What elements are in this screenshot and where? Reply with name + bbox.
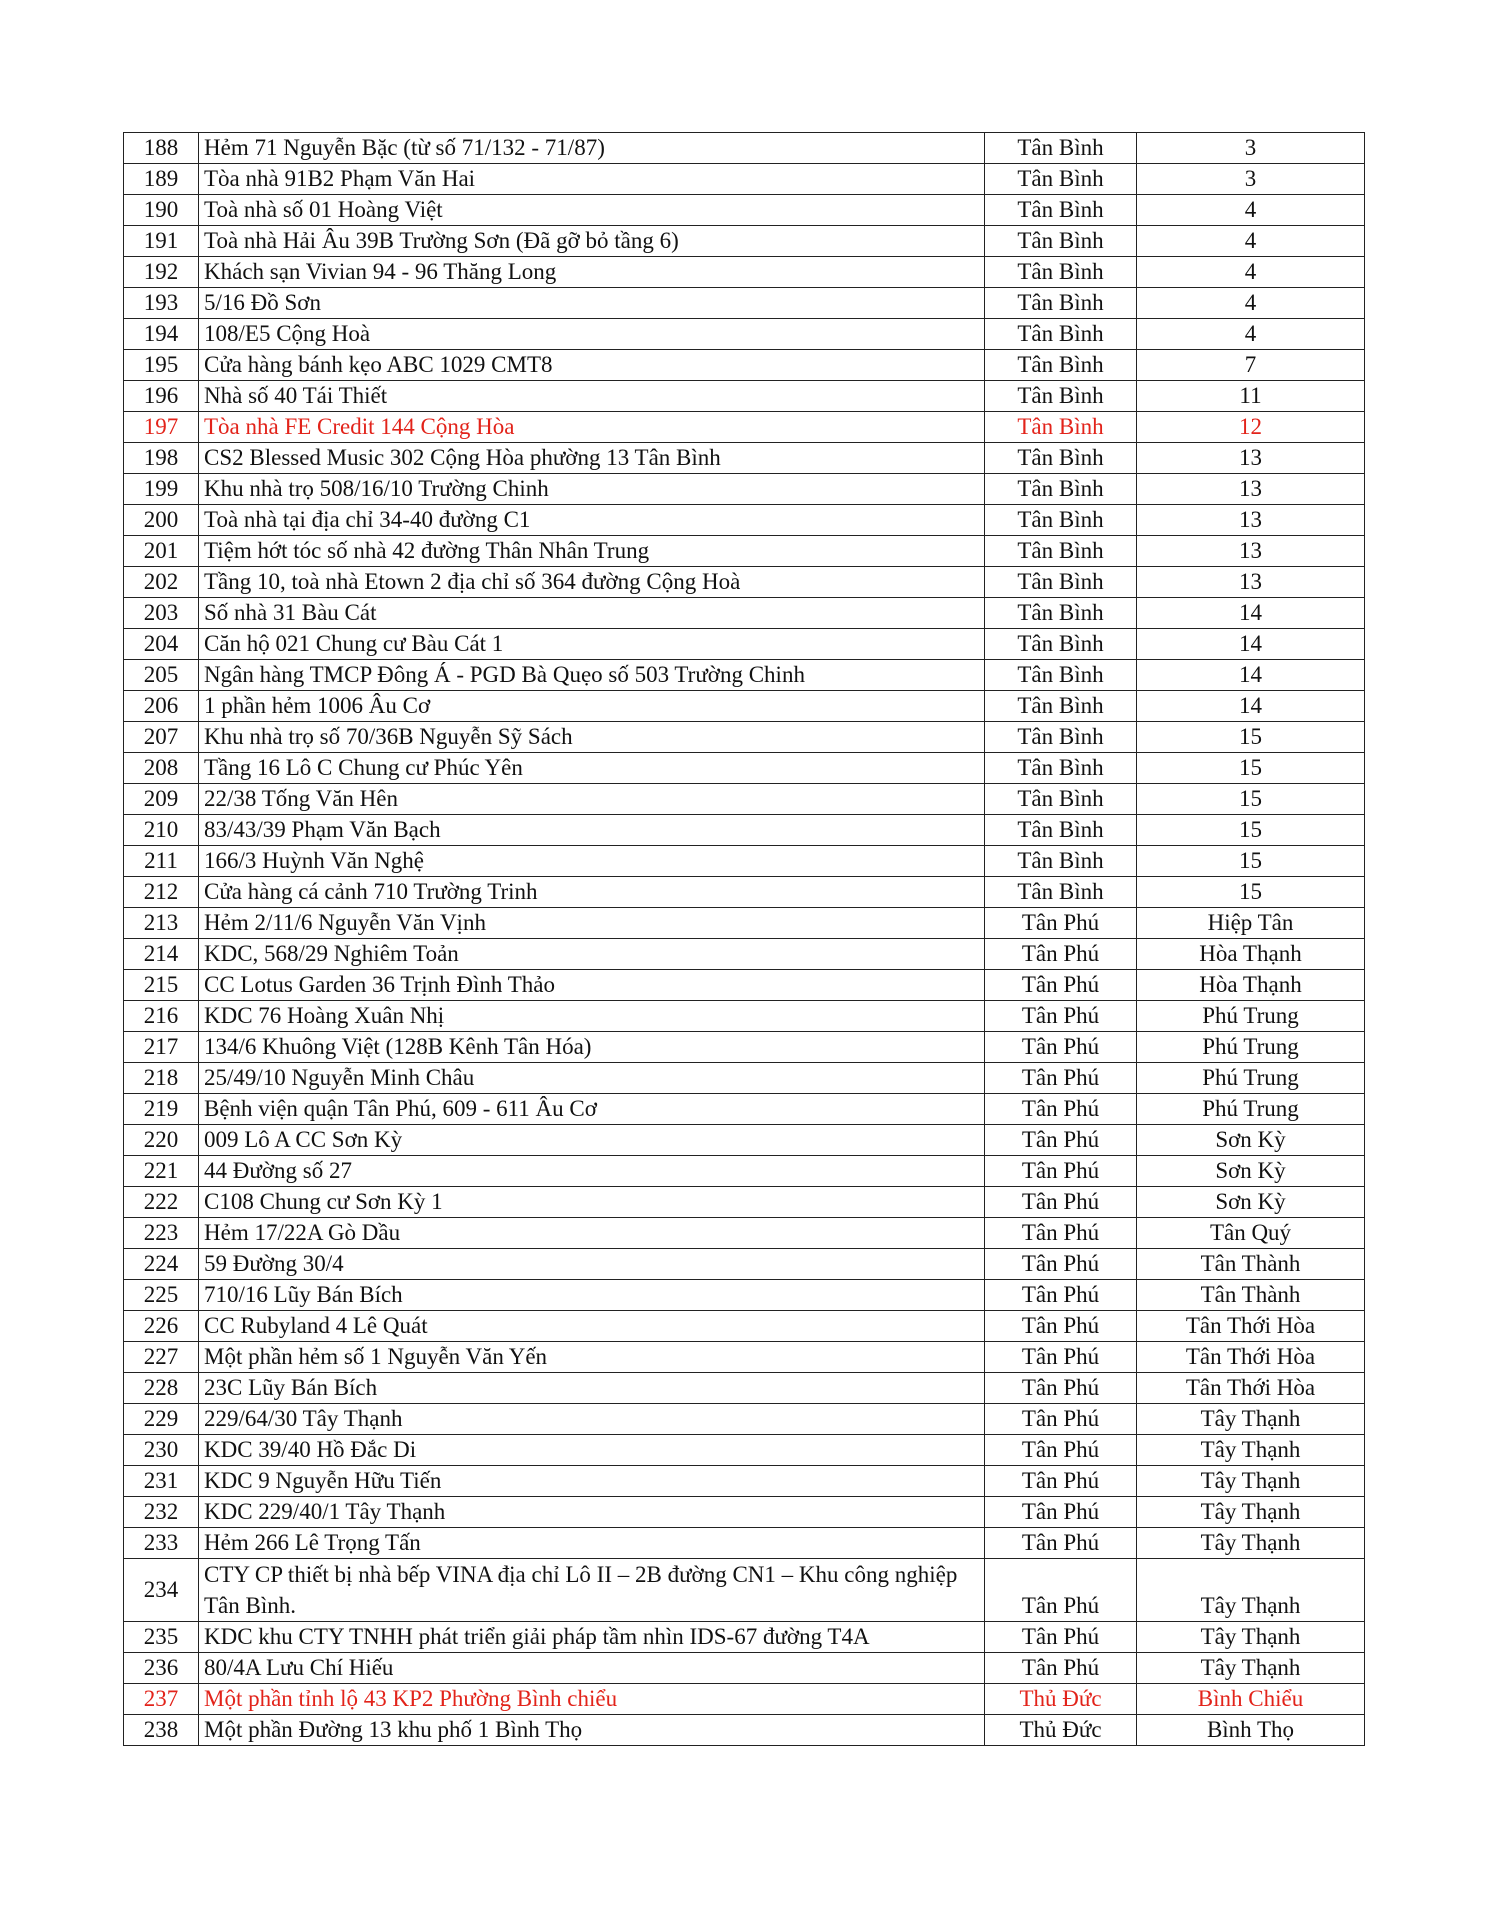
row-number-cell: 219 [124,1094,199,1125]
location-cell: Hẻm 266 Lê Trọng Tấn [199,1528,985,1559]
table-row [124,1715,1365,1746]
row-number-cell: 206 [124,691,199,722]
table-row [124,1373,1365,1404]
location-cell: Một phần Đường 13 khu phố 1 Bình Thọ [199,1715,985,1746]
row-number-cell: 230 [124,1435,199,1466]
row-number-cell: 226 [124,1311,199,1342]
row-number-cell: 205 [124,660,199,691]
location-cell: 5/16 Đồ Sơn [199,288,985,319]
table-row [124,691,1365,722]
ward-cell: 15 [1137,784,1365,815]
ward-cell: 15 [1137,815,1365,846]
table-row [124,1156,1365,1187]
table-row [124,1497,1365,1528]
table-row [124,257,1365,288]
location-cell: KDC khu CTY TNHH phát triển giải pháp tầm nhìn IDS-67 đường T4A [199,1622,985,1653]
row-number-cell: 220 [124,1125,199,1156]
location-cell: Khu nhà trọ số 70/36B Nguyễn Sỹ Sách [199,722,985,753]
district-cell: Tân Bình [985,877,1137,908]
district-cell: Tân Bình [985,660,1137,691]
location-cell: Một phần tỉnh lộ 43 KP2 Phường Bình chiểu [199,1684,985,1715]
ward-cell: 4 [1137,288,1365,319]
table-row [124,1125,1365,1156]
row-number-cell: 203 [124,598,199,629]
district-cell: Tân Bình [985,691,1137,722]
table-row [124,660,1365,691]
table-row [124,536,1365,567]
table-body [124,133,1365,1746]
table-row [124,970,1365,1001]
ward-cell: 13 [1137,474,1365,505]
location-cell: 229/64/30 Tây Thạnh [199,1404,985,1435]
table-row [124,1187,1365,1218]
location-cell: Cửa hàng bánh kẹo ABC 1029 CMT8 [199,350,985,381]
district-cell: Tân Phú [985,1218,1137,1249]
location-cell: 23C Lũy Bán Bích [199,1373,985,1404]
district-cell: Tân Bình [985,629,1137,660]
row-number-cell: 235 [124,1622,199,1653]
row-number-cell: 227 [124,1342,199,1373]
ward-cell: 13 [1137,567,1365,598]
ward-cell: 7 [1137,350,1365,381]
ward-cell: 14 [1137,598,1365,629]
district-cell: Tân Phú [985,1001,1137,1032]
ward-cell: Phú Trung [1137,1032,1365,1063]
row-number-cell: 232 [124,1497,199,1528]
ward-cell: 4 [1137,319,1365,350]
row-number-cell: 237 [124,1684,199,1715]
ward-cell: Hòa Thạnh [1137,939,1365,970]
table-row [124,288,1365,319]
row-number-cell: 212 [124,877,199,908]
row-number-cell: 217 [124,1032,199,1063]
ward-cell: 15 [1137,722,1365,753]
row-number-cell: 193 [124,288,199,319]
location-cell: KDC 76 Hoàng Xuân Nhị [199,1001,985,1032]
district-cell: Tân Bình [985,722,1137,753]
ward-cell: Sơn Kỳ [1137,1156,1365,1187]
table-row [124,815,1365,846]
location-cell: Nhà số 40 Tái Thiết [199,381,985,412]
row-number-cell: 225 [124,1280,199,1311]
location-cell: 134/6 Khuông Việt (128B Kênh Tân Hóa) [199,1032,985,1063]
district-cell: Tân Phú [985,1559,1137,1622]
district-cell: Tân Bình [985,412,1137,443]
ward-cell: Tân Thới Hòa [1137,1311,1365,1342]
location-cell: 83/43/39 Phạm Văn Bạch [199,815,985,846]
location-cell: Tiệm hớt tóc số nhà 42 đường Thân Nhân Trung [199,536,985,567]
ward-cell: Phú Trung [1137,1094,1365,1125]
row-number-cell: 194 [124,319,199,350]
location-cell: Tòa nhà 91B2 Phạm Văn Hai [199,164,985,195]
district-cell: Tân Phú [985,1032,1137,1063]
location-cell: KDC 229/40/1 Tây Thạnh [199,1497,985,1528]
table-row [124,846,1365,877]
row-number-cell: 208 [124,753,199,784]
table-row [124,443,1365,474]
district-cell: Tân Bình [985,350,1137,381]
table-row [124,1684,1365,1715]
ward-cell: Hòa Thạnh [1137,970,1365,1001]
location-cell: Ngân hàng TMCP Đông Á - PGD Bà Quẹo số 503 Trường Chinh [199,660,985,691]
ward-cell: Tân Thới Hòa [1137,1342,1365,1373]
table-row [124,722,1365,753]
row-number-cell: 223 [124,1218,199,1249]
row-number-cell: 190 [124,195,199,226]
table-row [124,1001,1365,1032]
table-row [124,629,1365,660]
location-cell: 1 phần hẻm 1006 Âu Cơ [199,691,985,722]
location-cell: CTY CP thiết bị nhà bếp VINA địa chỉ Lô II – 2B đường CN1 – Khu công nghiệp Tân Bình. [199,1559,985,1622]
table-row [124,598,1365,629]
table-row [124,567,1365,598]
district-cell: Tân Phú [985,1156,1137,1187]
ward-cell: Tân Thành [1137,1249,1365,1280]
location-cell: KDC 39/40 Hồ Đắc Di [199,1435,985,1466]
ward-cell: Phú Trung [1137,1063,1365,1094]
district-cell: Tân Bình [985,226,1137,257]
district-cell: Tân Bình [985,288,1137,319]
district-cell: Tân Bình [985,133,1137,164]
district-cell: Tân Bình [985,598,1137,629]
ward-cell: Tây Thạnh [1137,1497,1365,1528]
district-cell: Tân Phú [985,1342,1137,1373]
location-cell: CC Lotus Garden 36 Trịnh Đình Thảo [199,970,985,1001]
table-row [124,877,1365,908]
location-cell: CS2 Blessed Music 302 Cộng Hòa phường 13 Tân Bình [199,443,985,474]
row-number-cell: 199 [124,474,199,505]
ward-cell: 14 [1137,629,1365,660]
ward-cell: Tây Thạnh [1137,1435,1365,1466]
ward-cell: 15 [1137,846,1365,877]
row-number-cell: 191 [124,226,199,257]
location-cell: 44 Đường số 27 [199,1156,985,1187]
location-cell: 59 Đường 30/4 [199,1249,985,1280]
district-cell: Tân Phú [985,1435,1137,1466]
district-cell: Tân Phú [985,1653,1137,1684]
row-number-cell: 188 [124,133,199,164]
table-row [124,1435,1365,1466]
location-cell: Hẻm 17/22A Gò Dầu [199,1218,985,1249]
district-cell: Tân Phú [985,1311,1137,1342]
row-number-cell: 229 [124,1404,199,1435]
ward-cell: Phú Trung [1137,1001,1365,1032]
district-cell: Tân Phú [985,1125,1137,1156]
ward-cell: 15 [1137,753,1365,784]
ward-cell: Tây Thạnh [1137,1466,1365,1497]
ward-cell: 3 [1137,133,1365,164]
district-cell: Tân Bình [985,784,1137,815]
table-row [124,226,1365,257]
location-cell: Tầng 10, toà nhà Etown 2 địa chỉ số 364 đường Cộng Hoà [199,567,985,598]
table-row [124,1218,1365,1249]
row-number-cell: 214 [124,939,199,970]
table-row [124,1528,1365,1559]
ward-cell: Bình Thọ [1137,1715,1365,1746]
row-number-cell: 204 [124,629,199,660]
district-cell: Tân Bình [985,443,1137,474]
table-row [124,1653,1365,1684]
row-number-cell: 202 [124,567,199,598]
district-cell: Tân Phú [985,1373,1137,1404]
row-number-cell: 228 [124,1373,199,1404]
table-row [124,1559,1365,1622]
row-number-cell: 216 [124,1001,199,1032]
table-row [124,1063,1365,1094]
location-cell: C108 Chung cư Sơn Kỳ 1 [199,1187,985,1218]
table-row [124,133,1365,164]
row-number-cell: 198 [124,443,199,474]
table-row [124,381,1365,412]
row-number-cell: 234 [124,1559,199,1622]
row-number-cell: 210 [124,815,199,846]
ward-cell: 3 [1137,164,1365,195]
location-cell: Căn hộ 021 Chung cư Bàu Cát 1 [199,629,985,660]
district-cell: Tân Phú [985,1497,1137,1528]
ward-cell: Tân Thành [1137,1280,1365,1311]
district-cell: Tân Bình [985,474,1137,505]
table-row [124,195,1365,226]
ward-cell: Tân Thới Hòa [1137,1373,1365,1404]
table-row [124,908,1365,939]
location-cell: Số nhà 31 Bàu Cát [199,598,985,629]
ward-cell: 13 [1137,536,1365,567]
district-cell: Tân Bình [985,846,1137,877]
location-cell: Cửa hàng cá cảnh 710 Trường Trinh [199,877,985,908]
table-row [124,1622,1365,1653]
district-cell: Tân Bình [985,567,1137,598]
location-cell: Toà nhà số 01 Hoàng Việt [199,195,985,226]
location-cell: Toà nhà Hải Âu 39B Trường Sơn (Đã gỡ bỏ tầng 6) [199,226,985,257]
ward-cell: 15 [1137,877,1365,908]
table-row [124,1311,1365,1342]
table-row [124,1342,1365,1373]
location-cell: Hẻm 71 Nguyễn Bặc (từ số 71/132 - 71/87) [199,133,985,164]
location-cell: KDC 9 Nguyễn Hữu Tiến [199,1466,985,1497]
row-number-cell: 200 [124,505,199,536]
ward-cell: Tây Thạnh [1137,1528,1365,1559]
table-row [124,1404,1365,1435]
row-number-cell: 207 [124,722,199,753]
ward-cell: 13 [1137,505,1365,536]
district-cell: Tân Phú [985,908,1137,939]
ward-cell: 14 [1137,691,1365,722]
location-cell: Khu nhà trọ 508/16/10 Trường Chinh [199,474,985,505]
location-cell: Khách sạn Vivian 94 - 96 Thăng Long [199,257,985,288]
row-number-cell: 224 [124,1249,199,1280]
table-row [124,505,1365,536]
district-cell: Tân Bình [985,195,1137,226]
ward-cell: Tây Thạnh [1137,1404,1365,1435]
table-row [124,474,1365,505]
location-cell: Hẻm 2/11/6 Nguyễn Văn Vịnh [199,908,985,939]
table-row [124,319,1365,350]
district-cell: Tân Bình [985,815,1137,846]
row-number-cell: 236 [124,1653,199,1684]
location-cell: 009 Lô A CC Sơn Kỳ [199,1125,985,1156]
ward-cell: Sơn Kỳ [1137,1187,1365,1218]
table-row [124,784,1365,815]
district-cell: Tân Bình [985,164,1137,195]
district-cell: Tân Phú [985,1404,1137,1435]
location-cell: KDC, 568/29 Nghiêm Toản [199,939,985,970]
row-number-cell: 233 [124,1528,199,1559]
district-cell: Tân Bình [985,319,1137,350]
district-cell: Tân Bình [985,505,1137,536]
row-number-cell: 213 [124,908,199,939]
location-cell: Tòa nhà FE Credit 144 Cộng Hòa [199,412,985,443]
district-cell: Tân Phú [985,1280,1137,1311]
district-cell: Tân Bình [985,753,1137,784]
table-row [124,350,1365,381]
table-row [124,1466,1365,1497]
location-cell: CC Rubyland 4 Lê Quát [199,1311,985,1342]
ward-cell: 12 [1137,412,1365,443]
district-cell: Tân Phú [985,1249,1137,1280]
district-cell: Tân Phú [985,1622,1137,1653]
ward-cell: 4 [1137,257,1365,288]
ward-cell: 4 [1137,195,1365,226]
row-number-cell: 201 [124,536,199,567]
row-number-cell: 196 [124,381,199,412]
table-row [124,412,1365,443]
table-row [124,164,1365,195]
district-cell: Thủ Đức [985,1684,1137,1715]
row-number-cell: 192 [124,257,199,288]
location-cell: 108/E5 Cộng Hoà [199,319,985,350]
location-cell: 25/49/10 Nguyễn Minh Châu [199,1063,985,1094]
ward-cell: Sơn Kỳ [1137,1125,1365,1156]
district-cell: Tân Bình [985,381,1137,412]
ward-cell: 4 [1137,226,1365,257]
location-cell: Toà nhà tại địa chỉ 34-40 đường C1 [199,505,985,536]
ward-cell: Tây Thạnh [1137,1559,1365,1622]
location-cell: 22/38 Tống Văn Hên [199,784,985,815]
location-cell: 166/3 Huỳnh Văn Nghệ [199,846,985,877]
ward-cell: 11 [1137,381,1365,412]
district-cell: Tân Phú [985,970,1137,1001]
ward-cell: Tây Thạnh [1137,1622,1365,1653]
row-number-cell: 222 [124,1187,199,1218]
district-cell: Tân Phú [985,1466,1137,1497]
ward-cell: Tây Thạnh [1137,1653,1365,1684]
district-cell: Thủ Đức [985,1715,1137,1746]
table-row [124,1249,1365,1280]
table-row [124,939,1365,970]
location-cell: Tầng 16 Lô C Chung cư Phúc Yên [199,753,985,784]
table-row [124,1280,1365,1311]
ward-cell: 14 [1137,660,1365,691]
table-row [124,1094,1365,1125]
district-cell: Tân Phú [985,1094,1137,1125]
row-number-cell: 238 [124,1715,199,1746]
row-number-cell: 189 [124,164,199,195]
row-number-cell: 231 [124,1466,199,1497]
table-row [124,1032,1365,1063]
row-number-cell: 221 [124,1156,199,1187]
district-cell: Tân Bình [985,536,1137,567]
row-number-cell: 218 [124,1063,199,1094]
district-cell: Tân Bình [985,257,1137,288]
table-row [124,753,1365,784]
row-number-cell: 211 [124,846,199,877]
district-cell: Tân Phú [985,1187,1137,1218]
row-number-cell: 195 [124,350,199,381]
location-cell: Bệnh viện quận Tân Phú, 609 - 611 Âu Cơ [199,1094,985,1125]
row-number-cell: 197 [124,412,199,443]
district-cell: Tân Phú [985,1063,1137,1094]
locations-table [123,132,1365,1746]
row-number-cell: 209 [124,784,199,815]
row-number-cell: 215 [124,970,199,1001]
ward-cell: Tân Quý [1137,1218,1365,1249]
district-cell: Tân Phú [985,939,1137,970]
ward-cell: 13 [1137,443,1365,474]
ward-cell: Bình Chiểu [1137,1684,1365,1715]
ward-cell: Hiệp Tân [1137,908,1365,939]
location-cell: 80/4A Lưu Chí Hiếu [199,1653,985,1684]
district-cell: Tân Phú [985,1528,1137,1559]
location-cell: Một phần hẻm số 1 Nguyễn Văn Yến [199,1342,985,1373]
location-cell: 710/16 Lũy Bán Bích [199,1280,985,1311]
